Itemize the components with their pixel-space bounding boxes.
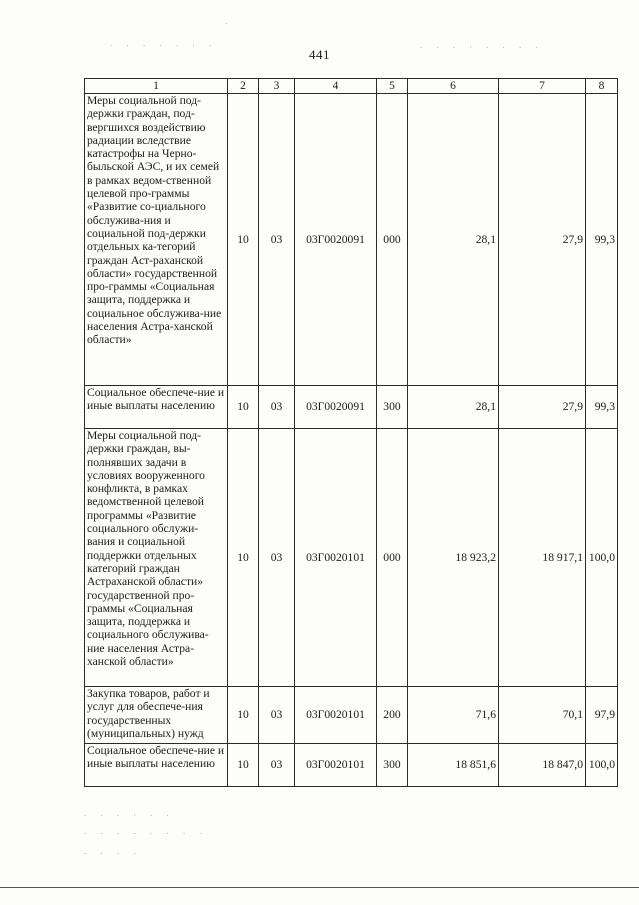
column-number: 4 [295,79,377,94]
planned-amount: 28,1 [408,386,499,429]
scan-noise: . . . . . . . . [420,40,544,50]
execution-percent: 99,3 [586,386,618,429]
column-number: 8 [586,79,618,94]
target-article-code: 03Г0020091 [295,94,377,386]
section-code: 10 [228,687,259,744]
column-number: 5 [377,79,408,94]
executed-amount: 27,9 [499,386,586,429]
column-number-row [85,79,618,94]
table-row [85,687,618,744]
executed-amount: 18 917,1 [499,429,586,687]
section-code: 10 [228,429,259,687]
planned-amount: 71,6 [408,687,499,744]
executed-amount: 70,1 [499,687,586,744]
expense-name: Социальное обеспече-ние и иные выплаты населению [85,386,228,429]
expense-name: Социальное обеспече-ние и иные выплаты населению [85,744,228,787]
expense-type-code: 200 [377,687,408,744]
subsection-code: 03 [259,429,295,687]
target-article-code: 03Г0020101 [295,429,377,687]
subsection-code: 03 [259,687,295,744]
expense-type-code: 300 [377,744,408,787]
expense-type-code: 000 [377,94,408,386]
expense-type-code: 300 [377,386,408,429]
scan-noise: . . . . [84,846,142,856]
target-article-code: 03Г0020101 [295,687,377,744]
target-article-code: 03Г0020091 [295,386,377,429]
executed-amount: 18 847,0 [499,744,586,787]
scan-noise: . [225,16,234,26]
execution-percent: 97,9 [586,687,618,744]
expense-name: Закупка товаров, работ и услуг для обеспече-ния государственных (муниципальных) нужд [85,687,228,744]
expense-name: Меры социальной под-держки граждан, вы-полнявших задачи в условиях вооруженного конфликта, в рамках ведомственной целевой программы «Развитие социального обслужи-вания и социальной поддержки отдельных категорий граждан Астраханской области» государственной про-граммы «Социальная защита, поддержка и социального обслужива-ние населения Астра-ханской области» [85,429,228,687]
scan-noise: . . . . . . . [110,38,218,48]
execution-percent: 100,0 [586,744,618,787]
section-code: 10 [228,94,259,386]
page-number: 441 [309,47,330,62]
page-bottom-edge [0,887,639,888]
subsection-code: 03 [259,386,295,429]
column-number: 2 [228,79,259,94]
column-number: 3 [259,79,295,94]
column-number: 1 [85,79,228,94]
column-number: 7 [499,79,586,94]
expense-type-code: 000 [377,429,408,687]
table-row [85,744,618,787]
section-code: 10 [228,386,259,429]
section-code: 10 [228,744,259,787]
subsection-code: 03 [259,94,295,386]
planned-amount: 18 851,6 [408,744,499,787]
table-row [85,429,618,687]
execution-percent: 100,0 [586,429,618,687]
execution-percent: 99,3 [586,94,618,386]
subsection-code: 03 [259,744,295,787]
budget-table [84,78,618,787]
table-row [85,386,618,429]
planned-amount: 18 923,2 [408,429,499,687]
scan-noise: . . . . . . [84,808,175,818]
scan-noise: . . . . . . . . [84,826,208,836]
planned-amount: 28,1 [408,94,499,386]
executed-amount: 27,9 [499,94,586,386]
column-number: 6 [408,79,499,94]
expense-name: Меры социальной под-держки граждан, под-вергшихся воздействию радиации вследствие катастрофы на Черно-быльской АЭС, и их семей в рамках ведом-ственной целевой про-граммы «Развитие со-циального обслужива-ния и социальной под-держки отдельных ка-тегорий граждан Аст-раханской области» государственной про-граммы «Социальная защита, поддержка и социальное обслужива-ние населения Астра-ханской области» [85,94,228,386]
target-article-code: 03Г0020101 [295,744,377,787]
table-row [85,94,618,386]
